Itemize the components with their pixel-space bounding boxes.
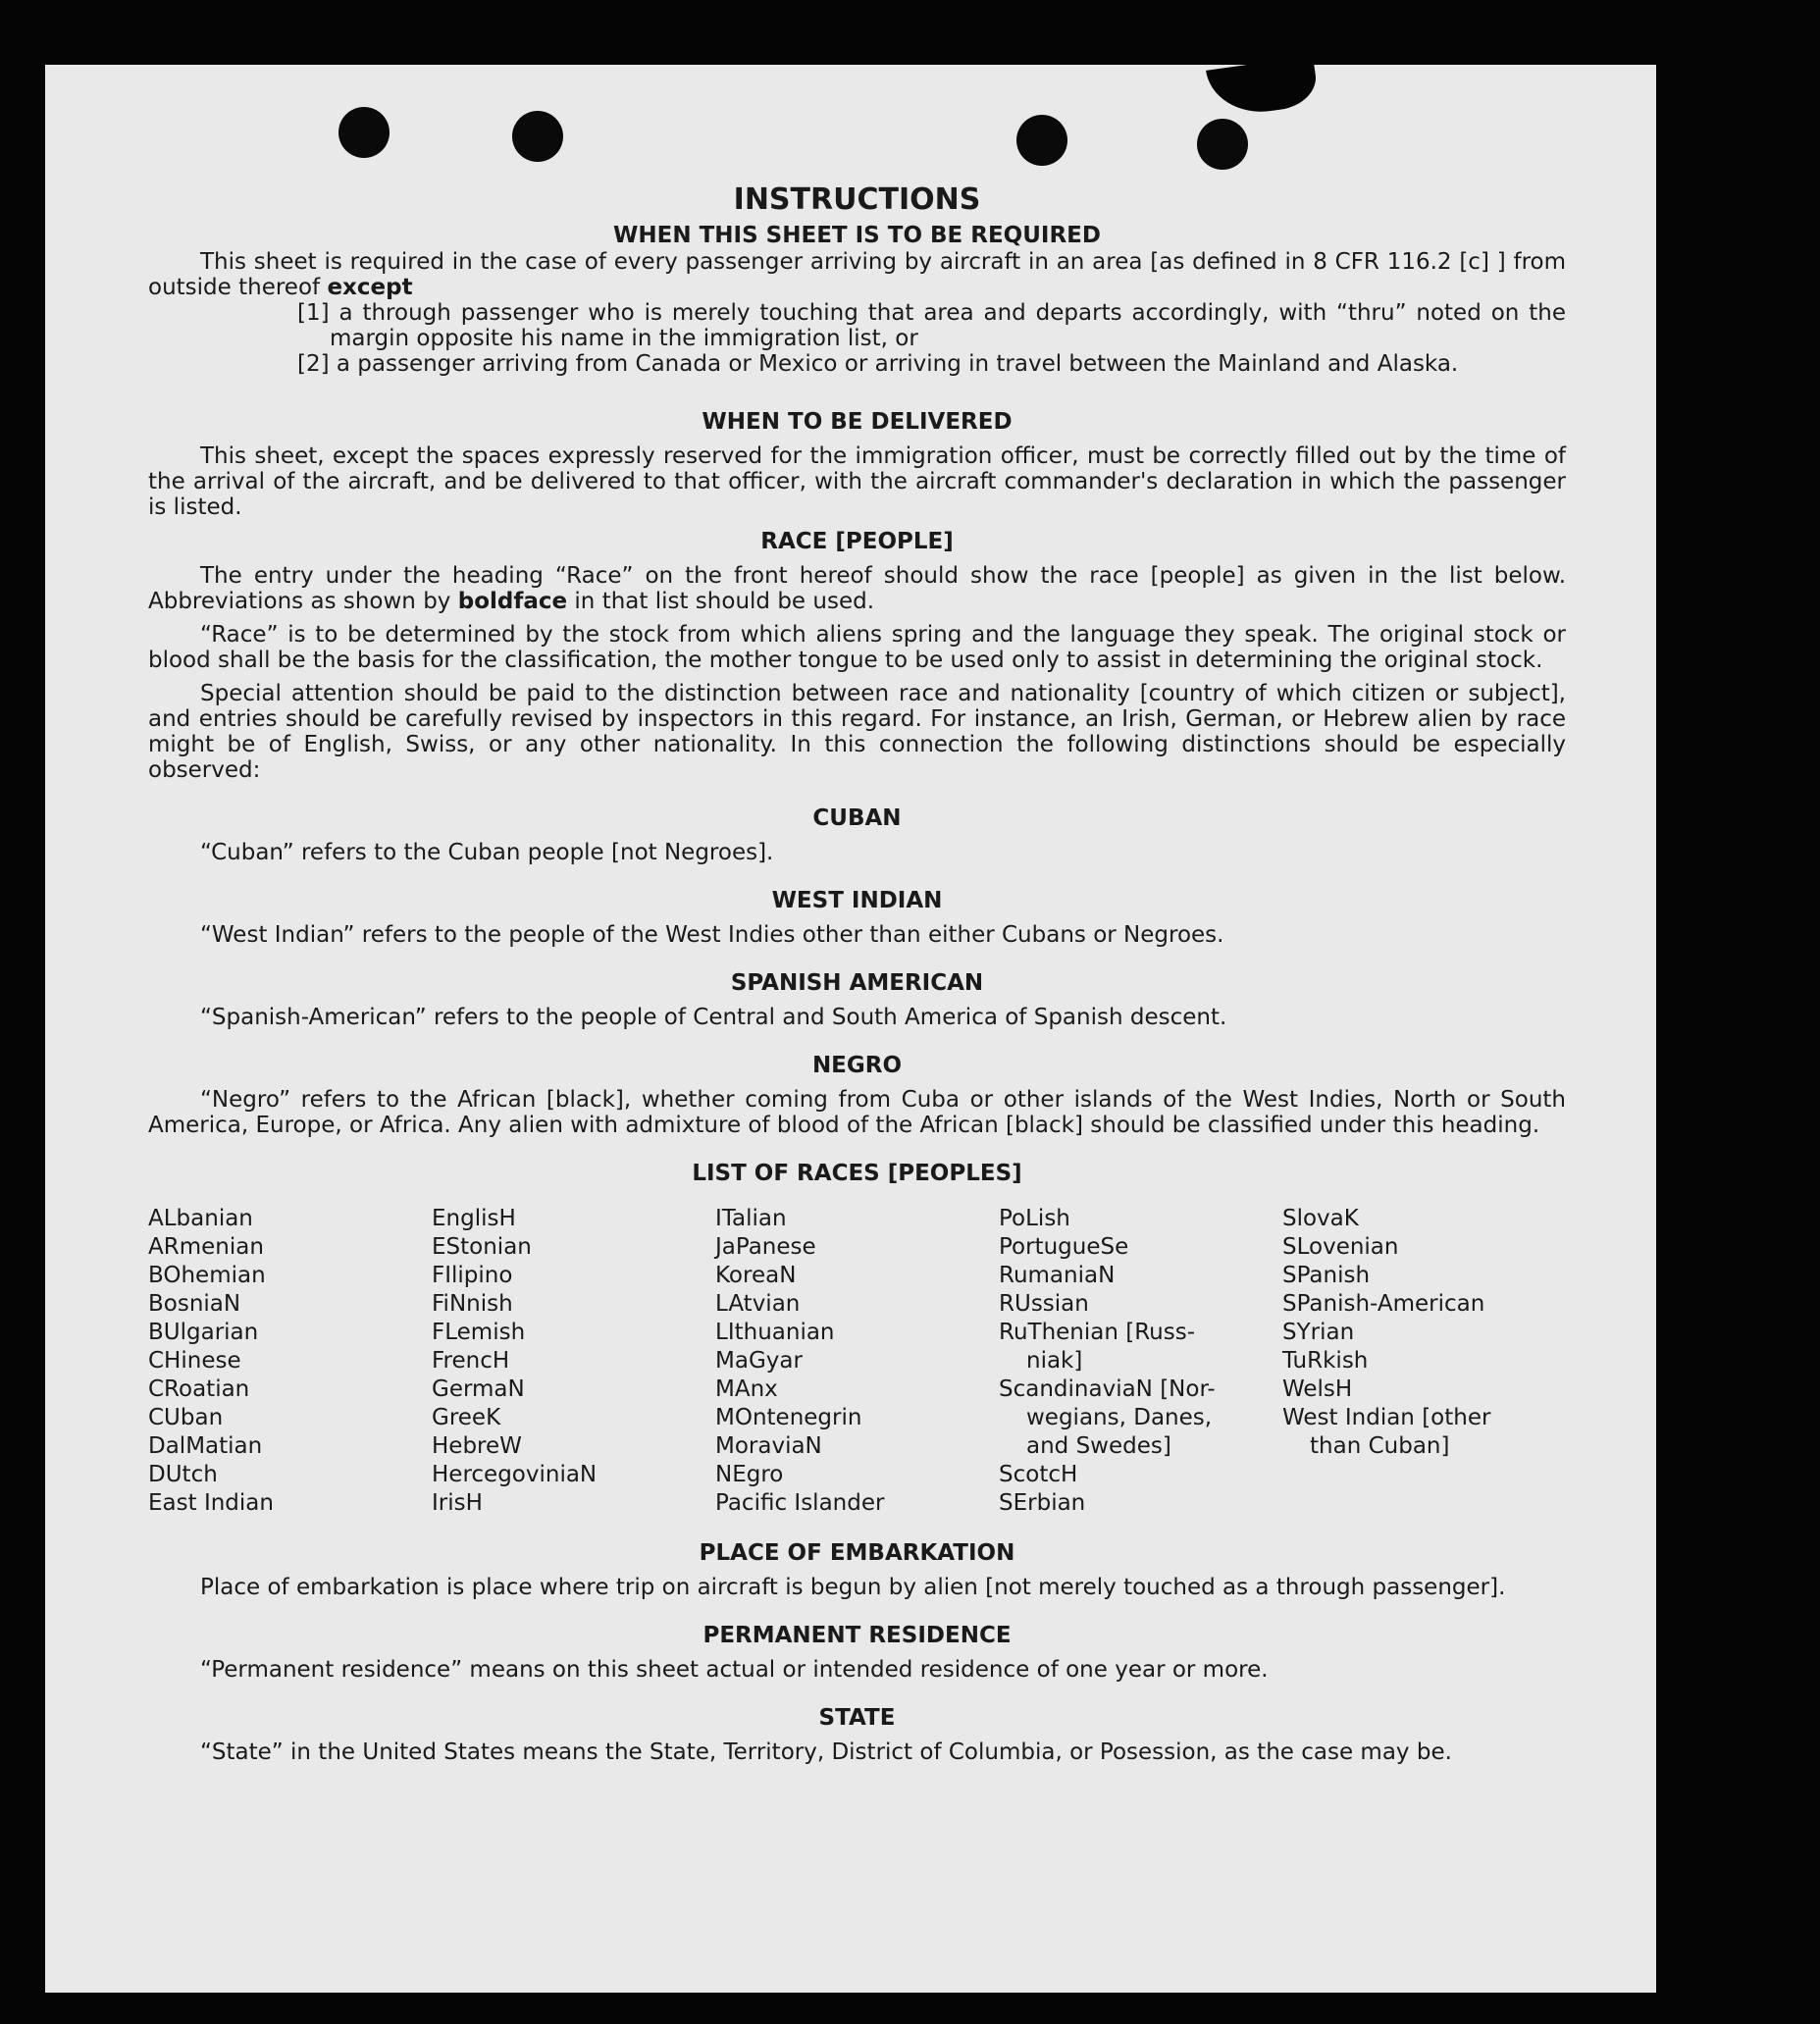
race-item: MAnx <box>715 1376 778 1402</box>
paragraph: “Race” is to be determined by the stock from which aliens spring and the language they speak. The original stock or blood shall be the basis for the classification, the mother tongue to be used only to assist in determining the original stock. <box>148 622 1566 673</box>
section-heading: STATE <box>818 1705 896 1731</box>
section-heading: WEST INDIAN <box>771 888 943 913</box>
race-column <box>432 1205 715 1518</box>
section-heading: PERMANENT RESIDENCE <box>702 1623 1012 1648</box>
race-item: RUssian <box>999 1291 1089 1317</box>
race-item: BOhemian <box>148 1263 266 1288</box>
paragraph: “State” in the United States means the State, Territory, District of Columbia, or Posession, as the case may be. <box>200 1739 1452 1765</box>
race-column <box>148 1205 432 1518</box>
list-item: [1] a through passenger who is merely touching that area and departs accordingly, with “thru” noted on the margin opposite his name in the immigration list, or <box>297 300 1566 351</box>
race-item: EnglisH <box>432 1206 516 1231</box>
section-heading: WHEN THIS SHEET IS TO BE REQUIRED <box>613 223 1101 248</box>
race-item: SPanish-American <box>1282 1291 1485 1317</box>
race-item: EStonian <box>432 1234 532 1260</box>
paragraph <box>148 249 1566 300</box>
race-item: LIthuanian <box>715 1320 835 1345</box>
race-item: TuRkish <box>1282 1348 1369 1374</box>
race-item: ITalian <box>715 1206 787 1231</box>
race-item: RuThenian [Russ- <box>999 1320 1196 1345</box>
race-item: ScotcH <box>999 1462 1078 1487</box>
page-title: INSTRUCTIONS <box>733 182 981 217</box>
race-item: MoraviaN <box>715 1433 822 1459</box>
punch-hole <box>1016 115 1067 166</box>
race-item: DalMatian <box>148 1433 263 1459</box>
list-item: [2] a passenger arriving from Canada or Mexico or arriving in travel between the Mainland and Alaska. <box>297 351 1459 377</box>
bold-text: boldface <box>457 589 568 614</box>
race-item: DUtch <box>148 1462 218 1487</box>
section-heading: PLACE OF EMBARKATION <box>699 1540 1015 1566</box>
section-heading: RACE [PEOPLE] <box>760 529 954 554</box>
race-item: MaGyar <box>715 1348 803 1374</box>
instructions-body <box>148 182 1566 1765</box>
race-item: PortugueSe <box>999 1234 1129 1260</box>
race-item: Pacific Islander <box>715 1490 885 1516</box>
race-item: GreeK <box>432 1405 501 1430</box>
race-item: JaPanese <box>715 1234 816 1260</box>
race-item: HercegoviniaN <box>432 1462 598 1487</box>
race-item: FiNnish <box>432 1291 513 1317</box>
race-item: FLemish <box>432 1320 526 1345</box>
race-item: SLovenian <box>1282 1234 1399 1260</box>
bold-text: except <box>327 275 413 300</box>
race-column <box>999 1205 1282 1518</box>
race-item: SlovaK <box>1282 1206 1359 1231</box>
paragraph: “Cuban” refers to the Cuban people [not Negroes]. <box>200 840 774 865</box>
document-sheet <box>45 65 1656 1993</box>
race-item: SErbian <box>999 1490 1086 1516</box>
paragraph: “Permanent residence” means on this sheet actual or intended residence of one year or more. <box>200 1657 1269 1683</box>
race-item: ALbanian <box>148 1206 253 1231</box>
paragraph: Special attention should be paid to the distinction between race and nationality [country of which citizen or subject], and entries should be carefully revised by inspectors in this regard. For instance, an Irish, German, or Hebrew alien by race might be of English, Swiss, or any other nationality. In this connection the following distinctions should be especially observed: <box>148 681 1566 783</box>
paragraph: “Negro” refers to the African [black], whether coming from Cuba or other islands of the West Indies, North or South America, Europe, or Africa. Any alien with admixture of blood of the African [black] should be classified under this heading. <box>148 1087 1566 1138</box>
race-item: than Cuban] <box>1310 1433 1450 1459</box>
race-item: East Indian <box>148 1490 274 1516</box>
punch-hole <box>512 111 563 162</box>
torn-corner <box>1206 56 1320 120</box>
race-item: West Indian [other <box>1282 1405 1491 1430</box>
race-item: CHinese <box>148 1348 241 1374</box>
race-item: MOntenegrin <box>715 1405 862 1430</box>
race-item: IrisH <box>432 1490 483 1516</box>
race-item: and Swedes] <box>1026 1433 1171 1459</box>
section-heading: NEGRO <box>811 1053 903 1078</box>
section-heading: CUBAN <box>812 805 902 831</box>
paragraph: “Spanish-American” refers to the people of Central and South America of Spanish descent. <box>200 1005 1227 1030</box>
race-item: BosniaN <box>148 1291 241 1317</box>
race-item: FrencH <box>432 1348 510 1374</box>
race-item: CRoatian <box>148 1376 250 1402</box>
race-list <box>148 1205 1566 1518</box>
punch-hole <box>338 107 390 158</box>
race-item: wegians, Danes, <box>1026 1405 1213 1430</box>
race-item: BUlgarian <box>148 1320 259 1345</box>
section-heading: SPANISH AMERICAN <box>730 970 984 996</box>
race-item: WelsH <box>1282 1376 1353 1402</box>
race-item: LAtvian <box>715 1291 801 1317</box>
text-run: The entry under the heading “Race” on the front hereof should show the race [people] as given in the list below. Abbreviations as shown by <box>148 563 1566 614</box>
race-item: CUban <box>148 1405 224 1430</box>
paragraph: This sheet, except the spaces expressly reserved for the immigration officer, must be correctly filled out by the time of the arrival of the aircraft, and be delivered to that officer, with the aircraft commander's declaration in which the passenger is listed. <box>148 443 1566 520</box>
race-item: KoreaN <box>715 1263 797 1288</box>
race-column <box>1282 1205 1566 1518</box>
race-item: SYrian <box>1282 1320 1355 1345</box>
race-item: HebreW <box>432 1433 522 1459</box>
race-item: PoLish <box>999 1206 1070 1231</box>
race-item: ScandinaviaN [Nor- <box>999 1376 1216 1402</box>
race-item: GermaN <box>432 1376 525 1402</box>
section-heading: LIST OF RACES [PEOPLES] <box>692 1161 1022 1186</box>
race-item: FIlipino <box>432 1263 513 1288</box>
text-run: This sheet is required in the case of every passenger arriving by aircraft in an area [as defined in 8 CFR 116.2 [c] ] from outside thereof <box>148 249 1566 300</box>
paragraph: “West Indian” refers to the people of the West Indies other than either Cubans or Negroes. <box>200 922 1224 948</box>
section-heading: WHEN TO BE DELIVERED <box>702 409 1013 435</box>
text-run: in that list should be used. <box>567 589 875 614</box>
race-item: SPanish <box>1282 1263 1371 1288</box>
paragraph <box>148 563 1566 614</box>
race-item: ARmenian <box>148 1234 264 1260</box>
race-item: niak] <box>1026 1348 1083 1374</box>
punch-hole <box>1197 119 1248 170</box>
race-item: RumaniaN <box>999 1263 1116 1288</box>
race-item: NEgro <box>715 1462 784 1487</box>
race-column <box>715 1205 999 1518</box>
paragraph: Place of embarkation is place where trip on aircraft is begun by alien [not merely touched as a through passenger]. <box>200 1575 1506 1600</box>
